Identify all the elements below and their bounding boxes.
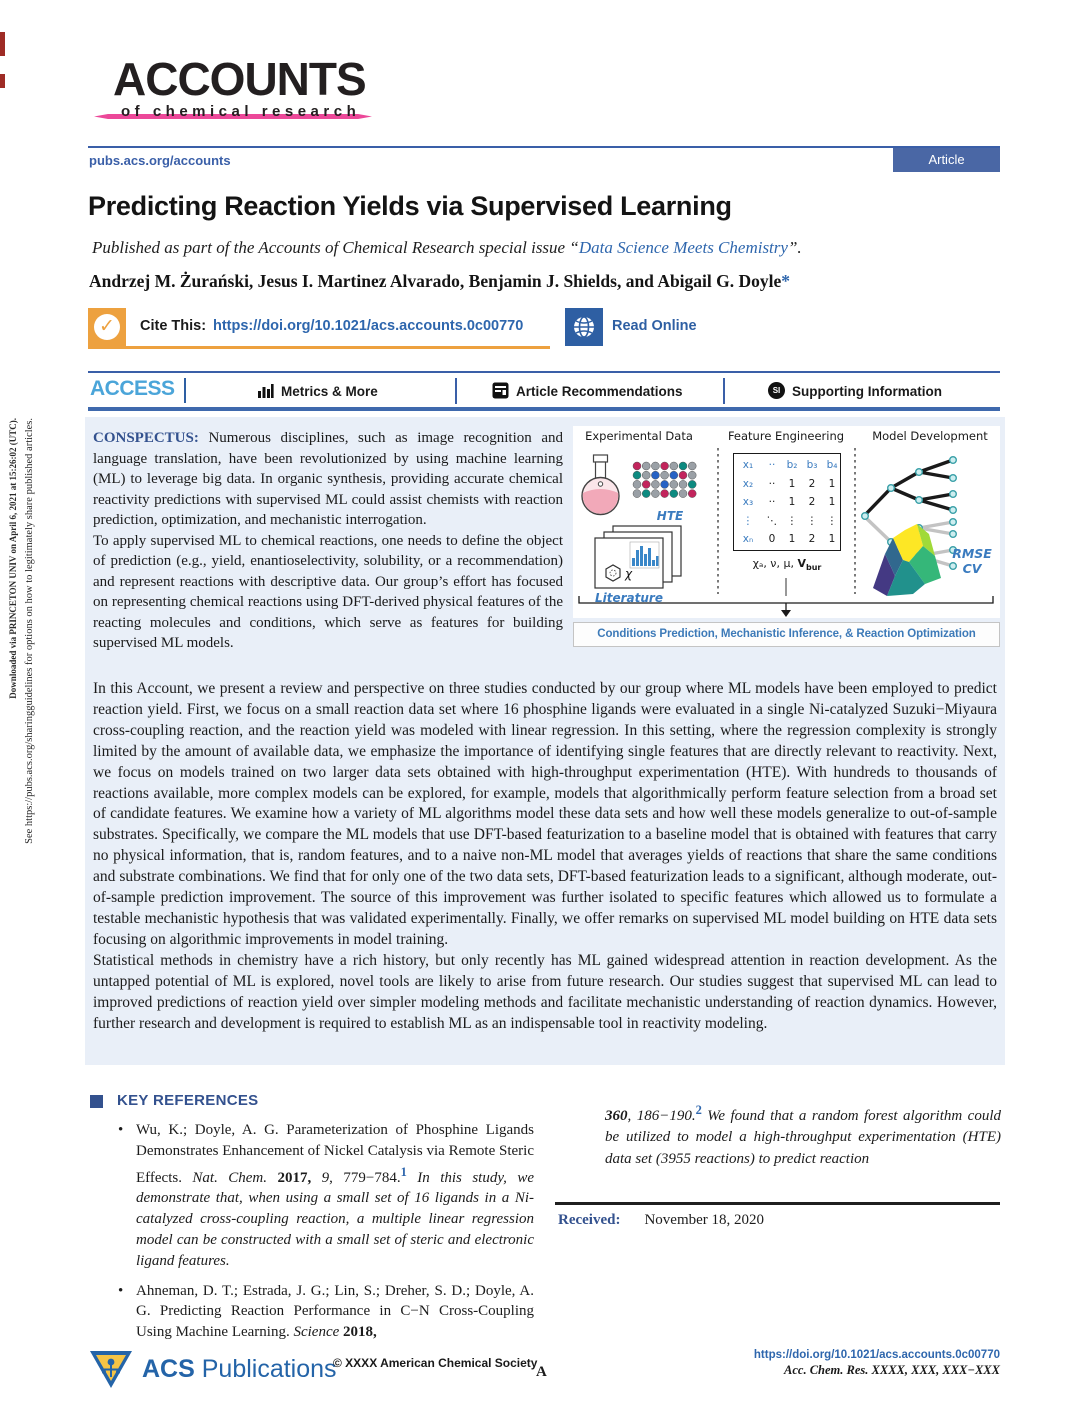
references-column-left bbox=[112, 1120, 534, 1352]
conspectus-label: CONSPECTUS: bbox=[93, 430, 199, 446]
read-online-button[interactable]: Read Online bbox=[612, 318, 697, 334]
recommendations-icon bbox=[492, 382, 509, 399]
feature-matrix-table: x₁ ·· b₂ b₃ b₄ x₂ ·· 1 2 1 x₃ ·· 1 2 1 ⋮ ⋱ ⋮ ⋮ ⋮ xₙ 0 1 2 1 bbox=[733, 453, 841, 551]
journal-logo-title: ACCOUNTS bbox=[113, 53, 366, 105]
received-rule bbox=[555, 1202, 1000, 1205]
down-arrow-icon bbox=[781, 610, 791, 617]
reference-item-2: • Ahneman, D. T.; Estrada, J. G.; Lin, S.; Dreher, S. D.; Doyle, A. G. Predicting Reaction Performance in C−N Cross-Coupling Using Machine Learning. Science 2018, bbox=[118, 1282, 534, 1341]
article-recommendations-link[interactable]: Article Recommendations bbox=[516, 384, 683, 399]
conspectus-panel bbox=[85, 417, 1005, 1065]
print-edge-mark bbox=[0, 74, 5, 88]
access-separator bbox=[455, 378, 457, 404]
acs-publications-logo[interactable]: ACS Publications bbox=[88, 1348, 337, 1390]
footer-citation-block bbox=[754, 1349, 1000, 1378]
print-edge-mark bbox=[0, 32, 5, 56]
conspectus-paragraph-4: Statistical methods in chemistry have a rich history, but only recently has ML gained widespread attention in reaction development. As the untapped potential of ML is explored, novel tools are likely to arise from future research. Our studies suggest that supervised ML can lead to improved predictions of reaction yield over simpler modeling methods and facilitate mechanistic understanding of reaction dynamics. However, further research and development is required to establish ML as an indispensable tool in reactivity modeling. bbox=[93, 951, 997, 1032]
metrics-chart-icon bbox=[257, 382, 274, 399]
page-title: Predicting Reaction Yields via Supervised Learning bbox=[88, 191, 732, 221]
access-divider bbox=[184, 378, 186, 403]
special-issue-prefix: Published as part of the Accounts of Chemical Research special issue “ bbox=[92, 238, 579, 257]
hte-label: HTE bbox=[656, 509, 684, 523]
special-issue-link[interactable]: Data Science Meets Chemistry bbox=[578, 238, 788, 257]
reference-comment: In this study, we demonstrate that, when using a small set of 16 ligands in a Ni-catalyzed cross-coupling reaction, a multiple linear regression model can be constructed with a small set of steric and electronic ligand features. bbox=[136, 1169, 535, 1269]
metrics-and-more-link[interactable]: Metrics & More bbox=[281, 384, 378, 399]
figure-panel2-title: Feature Engineering bbox=[727, 429, 845, 443]
footer-journal-citation: Acc. Chem. Res. XXXX, XXX, XXX−XXX bbox=[784, 1363, 1000, 1377]
supporting-information-link[interactable]: Supporting Information bbox=[792, 384, 942, 399]
cv-label: CV bbox=[962, 561, 982, 576]
cite-this-label: Cite This: bbox=[140, 318, 207, 334]
literature-label: Literature bbox=[595, 591, 663, 605]
dft-features-line: χₐ, ν, μ, $V_{bur}$ bbox=[752, 557, 822, 573]
section-marker-square bbox=[90, 1095, 103, 1108]
graphical-abstract bbox=[573, 426, 1000, 618]
chi-glyph: χ bbox=[625, 567, 633, 581]
journal-url-link[interactable]: pubs.acs.org/accounts bbox=[89, 153, 231, 168]
flask-icon bbox=[582, 455, 619, 515]
conspectus-text-column bbox=[93, 428, 563, 654]
literature-papers-icon bbox=[595, 526, 681, 588]
article-type-badge: Article bbox=[893, 148, 1000, 172]
download-note: Downloaded via PRINCETON UNIV on April 6, 2021 at 15:26:02 (UTC). bbox=[8, 418, 18, 699]
supporting-info-icon: SI bbox=[768, 382, 785, 399]
sharing-note: See https://pubs.acs.org/sharingguidelines for options on how to legitimately share published articles. bbox=[24, 418, 35, 844]
reference-number-link[interactable]: 2 bbox=[695, 1103, 702, 1117]
figure-banner: Conditions Prediction, Mechanistic Inference, & Reaction Optimization bbox=[573, 622, 1000, 647]
journal-logo-subtitle: of chemical research bbox=[121, 103, 361, 120]
reference-comment: We found that a random forest algorithm could be utilized to model a high-throughput experimentation (HTE) data set (3955 reactions) to predict reaction bbox=[605, 1108, 1001, 1167]
conspectus-paragraph-3: In this Account, we present a review and perspective on three studies conducted by our group where ML models have been employed to predict reaction yield. First, we focus on a small reaction data set where 16 phosphine ligands were evaluated in a single Ni-catalyzed Suzuki−Miyaura cross-coupling reaction, and the reaction yield was modeled with linear regression. In this setting, where the regression complexity is strongly limited by the amount of available data, we emphasize the importance of identifying single features that are directly relevant to reactivity. Next, we focus on models trained on two larger data sets obtained with high-throughput experimentation (HTE). With hundreds to thousands of reactions available, more complex models can be explored, for example, models that algorithmically perform feature selection from a broad set of candidate features. We examine how a variety of ML algorithms model these data sets and how well these models generalize to out-of-sample substrates. Specifically, we compare the ML models that use DFT-based featurization to a baseline model that is obtained with features that carry no physical information, that is, random features, and to a naive non-ML model that averages yields of reactions that share the same conditions and substrate combinations. We find that for only one of the two data sets, DFT-based featurization leads to a significant, although moderate, out-of-sample prediction improvement. The source of this improvement was further isolated to specific features which allowed us to formulate a testable mechanistic hypothesis that was validated experimentally. Finally, we offer remarks on supervised ML model building on HTE data sets focusing on algorithmic improvements in model training. bbox=[93, 680, 997, 948]
bullet-icon: • bbox=[118, 1282, 124, 1299]
doi-link[interactable]: https://doi.org/10.1021/acs.accounts.0c00770 bbox=[213, 318, 524, 334]
figure-panel1-title: Experimental Data bbox=[585, 429, 693, 443]
cite-check-icon: ✓ bbox=[88, 308, 126, 346]
access-rule-top bbox=[88, 371, 1000, 373]
conspectus-paragraph-2: To apply supervised ML to chemical reactions, one needs to define the object of prediction (e.g., yield, enantioselectivity, solubility, or a recommendation) and represent reactions with descriptive data. Our group’s effort has focused on representing chemical reactions using DFT-derived physical features of the reacting molecules and conditions, which serve as features for building supervised ML models. bbox=[93, 532, 563, 651]
access-rule-bottom bbox=[88, 407, 1000, 411]
copyright-line: © XXXX American Chemical Society bbox=[333, 1356, 538, 1370]
authors-line bbox=[89, 271, 790, 292]
corresponding-author-mark[interactable]: * bbox=[781, 271, 791, 291]
references-column-right: 360, 186−190.$^2$ We found that a random forest algorithm could be utilized to model a high-throughput experimentation (HTE) data set (3955 reactions) to predict reaction bbox=[605, 1103, 1001, 1167]
download-provenance-sidebar bbox=[8, 418, 35, 844]
bullet-icon: • bbox=[118, 1122, 124, 1138]
conspectus-full-width-text bbox=[93, 679, 997, 1034]
special-issue-line bbox=[92, 238, 802, 258]
cite-underline bbox=[88, 346, 550, 349]
reference-item-1: • Wu, K.; Doyle, A. G. Parameterization of Phosphine Ligands Demonstrates Enhancement of Nickel Catalysis via Remote Steric Effects. Nat. Chem. 2017, 9, 779−784.$^1$ In this study, we demonstrate that, when using a small set of 16 ligands in a Ni-catalyzed cross-coupling reaction, a multiple linear regression model can be constructed with a small set of steric and electronic ligand features. bbox=[118, 1122, 535, 1269]
globe-icon[interactable] bbox=[565, 308, 603, 346]
access-separator bbox=[723, 378, 725, 404]
masthead-rule bbox=[88, 146, 1000, 148]
acs-triangle-icon bbox=[88, 1348, 134, 1390]
received-label: Received: bbox=[558, 1212, 621, 1228]
special-issue-suffix: ”. bbox=[787, 238, 802, 257]
received-block bbox=[558, 1212, 764, 1229]
figure-panel3-title: Model Development bbox=[872, 429, 988, 443]
reference-number-link[interactable]: 1 bbox=[400, 1164, 407, 1179]
key-references-heading: KEY REFERENCES bbox=[117, 1092, 259, 1109]
footer-doi-link[interactable]: https://doi.org/10.1021/acs.accounts.0c00770 bbox=[753, 1349, 1000, 1361]
rmse-label: RMSE bbox=[952, 546, 992, 561]
received-date: November 18, 2020 bbox=[644, 1212, 765, 1228]
page-number: A bbox=[536, 1364, 547, 1380]
access-link[interactable]: ACCESS bbox=[90, 377, 175, 400]
hte-plate-icon bbox=[633, 462, 696, 498]
conspectus-paragraph-1: CONSPECTUS: Numerous disciplines, such as image recognition and language translation, have been revolutionized by using machine learning (ML) to leverage big data. In organic synthesis, providing accurate chemical reactivity predictions with supervised ML could assist chemists with reaction prediction, optimization, and mechanistic interrogation. bbox=[93, 430, 564, 528]
author-names: Andrzej M. Żurański, Jesus I. Martinez Alvarado, Benjamin J. Shields, and Abigail G. Doyle bbox=[89, 271, 782, 291]
